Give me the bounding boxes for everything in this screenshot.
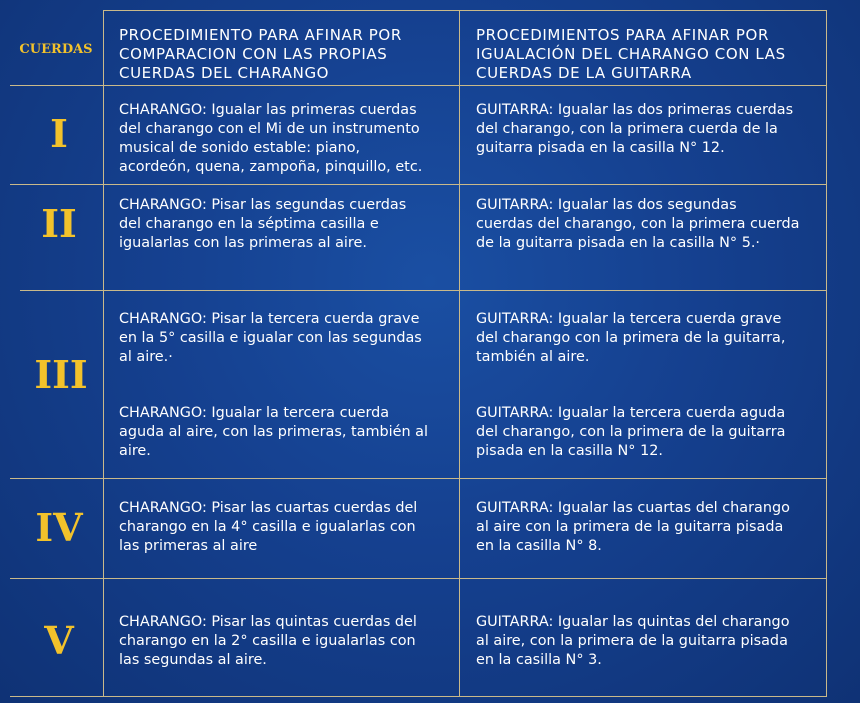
header-col2 [476, 26, 828, 83]
text-line: igualarlas con las primeras al aire. [119, 235, 367, 251]
charango-procedure [119, 196, 457, 253]
text-line: pisada en la casilla N° 12. [476, 443, 663, 459]
header-col2-line: IGUALACIÓN DEL CHARANGO CON LAS [476, 45, 786, 63]
text-line: cuerdas del charango, con la primera cuerda [476, 216, 800, 232]
text-line: charango en la 4° casilla e igualarlas con [119, 519, 416, 535]
text-line: CHARANGO: Pisar las quintas cuerdas del [119, 614, 417, 630]
guitarra-procedure [476, 101, 828, 158]
row-divider [10, 184, 827, 185]
text-line: guitarra pisada en la casilla N° 12. [476, 140, 725, 156]
text-line: del charango, con la primera de la guitarra [476, 424, 786, 440]
charango-procedure [119, 613, 457, 670]
row-divider [103, 10, 827, 11]
header-col1-line: COMPARACION CON LAS PROPIAS [119, 45, 388, 63]
guitarra-procedure [476, 310, 828, 367]
text-line: GUITARRA: Igualar las dos primeras cuerdas [476, 102, 794, 118]
string-number: IV [35, 505, 83, 550]
text-line: CHARANGO: Igualar la tercera cuerda [119, 405, 390, 421]
text-line: CHARANGO: Pisar la tercera cuerda grave [119, 311, 420, 327]
text-line: las segundas al aire. [119, 652, 267, 668]
text-line: CHARANGO: Pisar las cuartas cuerdas del [119, 500, 418, 516]
text-line: CHARANGO: Igualar las primeras cuerdas [119, 102, 417, 118]
header-col1-line: CUERDAS DEL CHARANGO [119, 64, 330, 82]
guitarra-procedure-aguda [476, 404, 828, 461]
charango-procedure [119, 101, 457, 177]
text-line: del charango en la séptima casilla e [119, 216, 379, 232]
header-cuerdas: CUERDAS [19, 42, 93, 57]
header-col2-line: CUERDAS DE LA GUITARRA [476, 64, 692, 82]
text-line: al aire.· [119, 349, 173, 365]
row-divider [10, 478, 827, 479]
row-divider [10, 578, 827, 579]
text-line: aguda al aire, con las primeras, también al [119, 424, 428, 440]
text-line: acordeón, quena, zampoña, pinquillo, etc. [119, 159, 423, 175]
string-number: III [34, 352, 88, 397]
guitarra-procedure [476, 613, 828, 670]
text-line: al aire con la primera de la guitarra pisada [476, 519, 784, 535]
header-col1-line: PROCEDIMIENTO PARA AFINAR POR [119, 26, 402, 44]
text-line: del charango con la primera de la guitarra, [476, 330, 786, 346]
charango-procedure [119, 310, 457, 367]
string-number: I [50, 111, 68, 156]
text-line: GUITARRA: Igualar las cuartas del charango [476, 500, 790, 516]
row-divider [20, 290, 827, 291]
text-line: GUITARRA: Igualar la tercera cuerda aguda [476, 405, 786, 421]
text-line: musical de sonido estable: piano, [119, 140, 361, 156]
text-line: en la casilla N° 3. [476, 652, 602, 668]
string-number: V [44, 618, 74, 663]
text-line: aire. [119, 443, 151, 459]
header-col1 [119, 26, 457, 83]
header-col2-line: PROCEDIMIENTOS PARA AFINAR POR [476, 26, 769, 44]
text-line: de la guitarra pisada en la casilla N° 5.· [476, 235, 761, 251]
text-line: GUITARRA: Igualar las dos segundas [476, 197, 737, 213]
string-number: II [41, 201, 77, 246]
row-divider [10, 696, 827, 697]
charango-procedure-aguda [119, 404, 457, 461]
text-line: del charango, con la primera cuerda de la [476, 121, 778, 137]
col-divider [459, 10, 460, 697]
text-line: en la 5° casilla e igualar con las segundas [119, 330, 422, 346]
guitarra-procedure [476, 499, 828, 556]
row-divider [10, 85, 827, 86]
text-line: charango en la 2° casilla e igualarlas con [119, 633, 416, 649]
guitarra-procedure [476, 196, 828, 253]
text-line: también al aire. [476, 349, 590, 365]
text-line: al aire, con la primera de la guitarra pisada [476, 633, 788, 649]
text-line: del charango con el Mi de un instrumento [119, 121, 420, 137]
text-line: GUITARRA: Igualar la tercera cuerda grave [476, 311, 782, 327]
text-line: CHARANGO: Pisar las segundas cuerdas [119, 197, 407, 213]
text-line: las primeras al aire [119, 538, 258, 554]
charango-procedure [119, 499, 457, 556]
text-line: en la casilla N° 8. [476, 538, 602, 554]
text-line: GUITARRA: Igualar las quintas del charango [476, 614, 790, 630]
